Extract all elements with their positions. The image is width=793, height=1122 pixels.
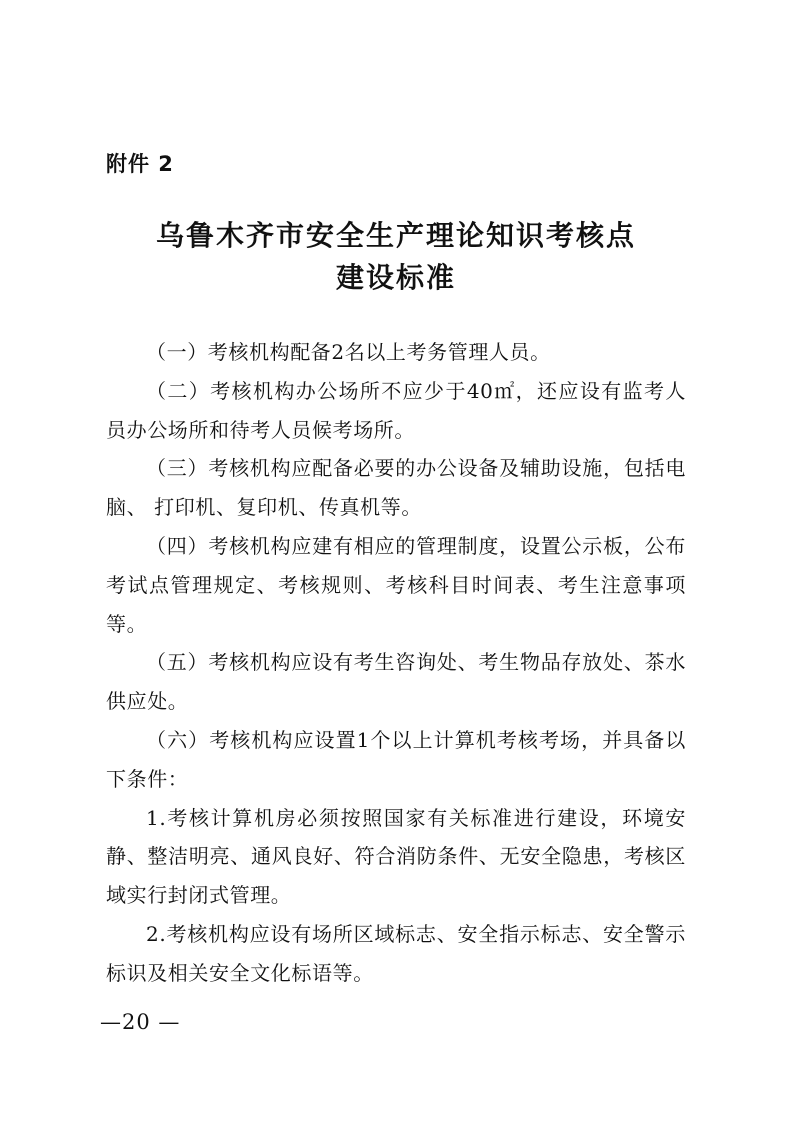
document-title [96, 215, 696, 299]
document-body [106, 333, 686, 993]
paragraph-1: （一）考核机构配备2名以上考务管理人员。 [146, 340, 551, 364]
paragraph-6: （六）考核机构应设置1个以上计算机考核考场，并具备以下条件： [106, 727, 686, 791]
title-line-1: 乌鲁木齐市安全生产理论知识考核点 [155, 219, 636, 252]
paragraph-5: （五）考核机构应设有考生咨询处、考生物品存放处、茶水供应处。 [106, 650, 686, 714]
paragraph-4: （四）考核机构应建有相应的管理制度，设置公示板，公布考试点管理规定、考核规则、考核科目时间表、考生注意事项等。 [106, 533, 686, 636]
paragraph-2: （二）考核机构办公场所不应少于40㎡，还应设有监考人员办公场所和待考人员候考场所。 [106, 378, 686, 442]
page-number: —20 — [100, 1010, 181, 1034]
title-line-2: 建设标准 [335, 261, 456, 294]
attachment-label: 附件 2 [106, 152, 174, 176]
paragraph-3: （三）考核机构应配备必要的办公设备及辅助设施，包括电脑、 打印机、复印机、传真机等。 [106, 456, 686, 520]
paragraph-8: 2.考核机构应设有场所区域标志、安全指示标志、安全警示标识及相关安全文化标语等。 [106, 921, 686, 985]
paragraph-7: 1.考核计算机房必须按照国家有关标准进行建设，环境安静、整洁明亮、通风良好、符合消防条件、无安全隐患，考核区域实行封闭式管理。 [106, 805, 686, 908]
